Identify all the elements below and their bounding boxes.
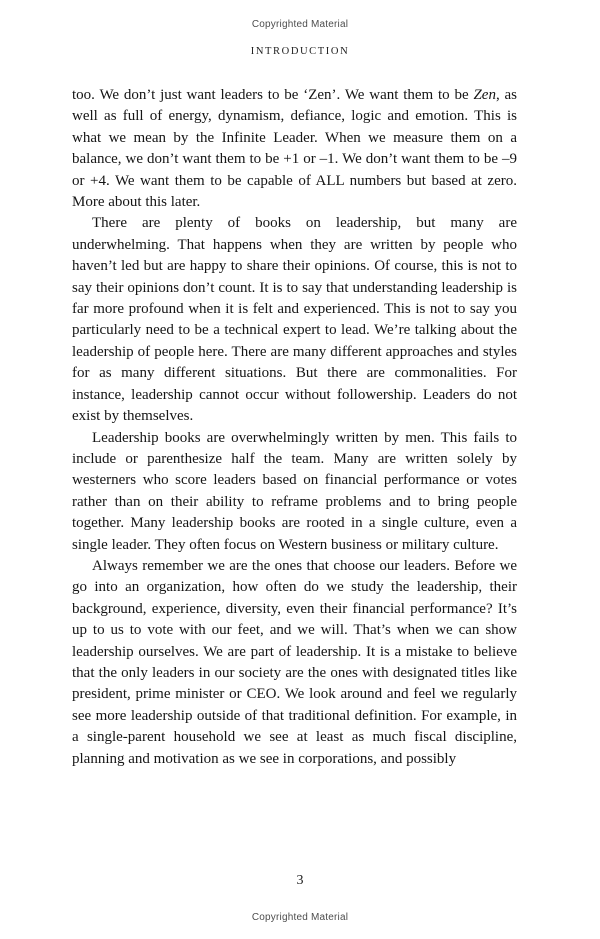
copyright-notice-bottom: Copyrighted Material [251, 912, 349, 923]
paragraph-1-pre: too. We don’t just want leaders to be ‘Zen’. We want them to be [72, 87, 474, 103]
paragraph-2: There are plenty of books on leadership, but many are underwhelming. That happens when they are written by people who haven’t led but are happy to share their opinions. Of course, this is not to say their opinions don’t count. It is to say that understanding leadership is far more profound when it is felt and experienced. This is not to say you particularly need to be a technical expert to lead. We’re talking about the leadership of people here. There are many different approaches and styles for as many different situations. But there are commonalities. For instance, leadership cannot occur without followership. Leaders do not exist by themselves. [72, 215, 517, 425]
page-number: 3 [296, 873, 304, 888]
paragraph-3: Leadership books are overwhelmingly written by men. This fails to include or parenthesize half the team. Many are written solely by westerners who score leaders based on financial performance or votes rather than on their ability to reframe problems and to bring people together. Many leadership books are rooted in a single culture, even a single leader. They often focus on Western business or military culture. [72, 429, 517, 553]
paragraph-1 [72, 85, 517, 213]
body-text [72, 85, 517, 770]
copyright-notice-top: Copyrighted Material [251, 19, 349, 30]
chapter-header: INTRODUCTION [250, 46, 350, 57]
paragraph-4: Always remember we are the ones that choose our leaders. Before we go into an organization, how often do we study the leadership, their background, experience, diversity, even their financial performance? It’s up to us to vote with our feet, and we will. That’s when we can show leadership ourselves. We are part of leadership. It is a mistake to believe that the only leaders in our society are the ones with designated titles like president, prime minister or CEO. We look around and feel we regularly see more leadership outside of that traditional definition. For example, in a single-parent household we see at least as much fiscal discipline, planning and motivation as we see in corporations, and possibly [72, 557, 517, 767]
paragraph-1-italic-word: Zen [473, 87, 496, 103]
paragraph-1-post: , as well as full of energy, dynamism, defiance, logic and emotion. This is what we mean by the Infinite Leader. When we measure them on a balance, we don’t want them to be +1 or –1. We don’t want them to be –9 or +4. We want them to be capable of ALL numbers but based at zero. More about this later. [72, 87, 517, 211]
